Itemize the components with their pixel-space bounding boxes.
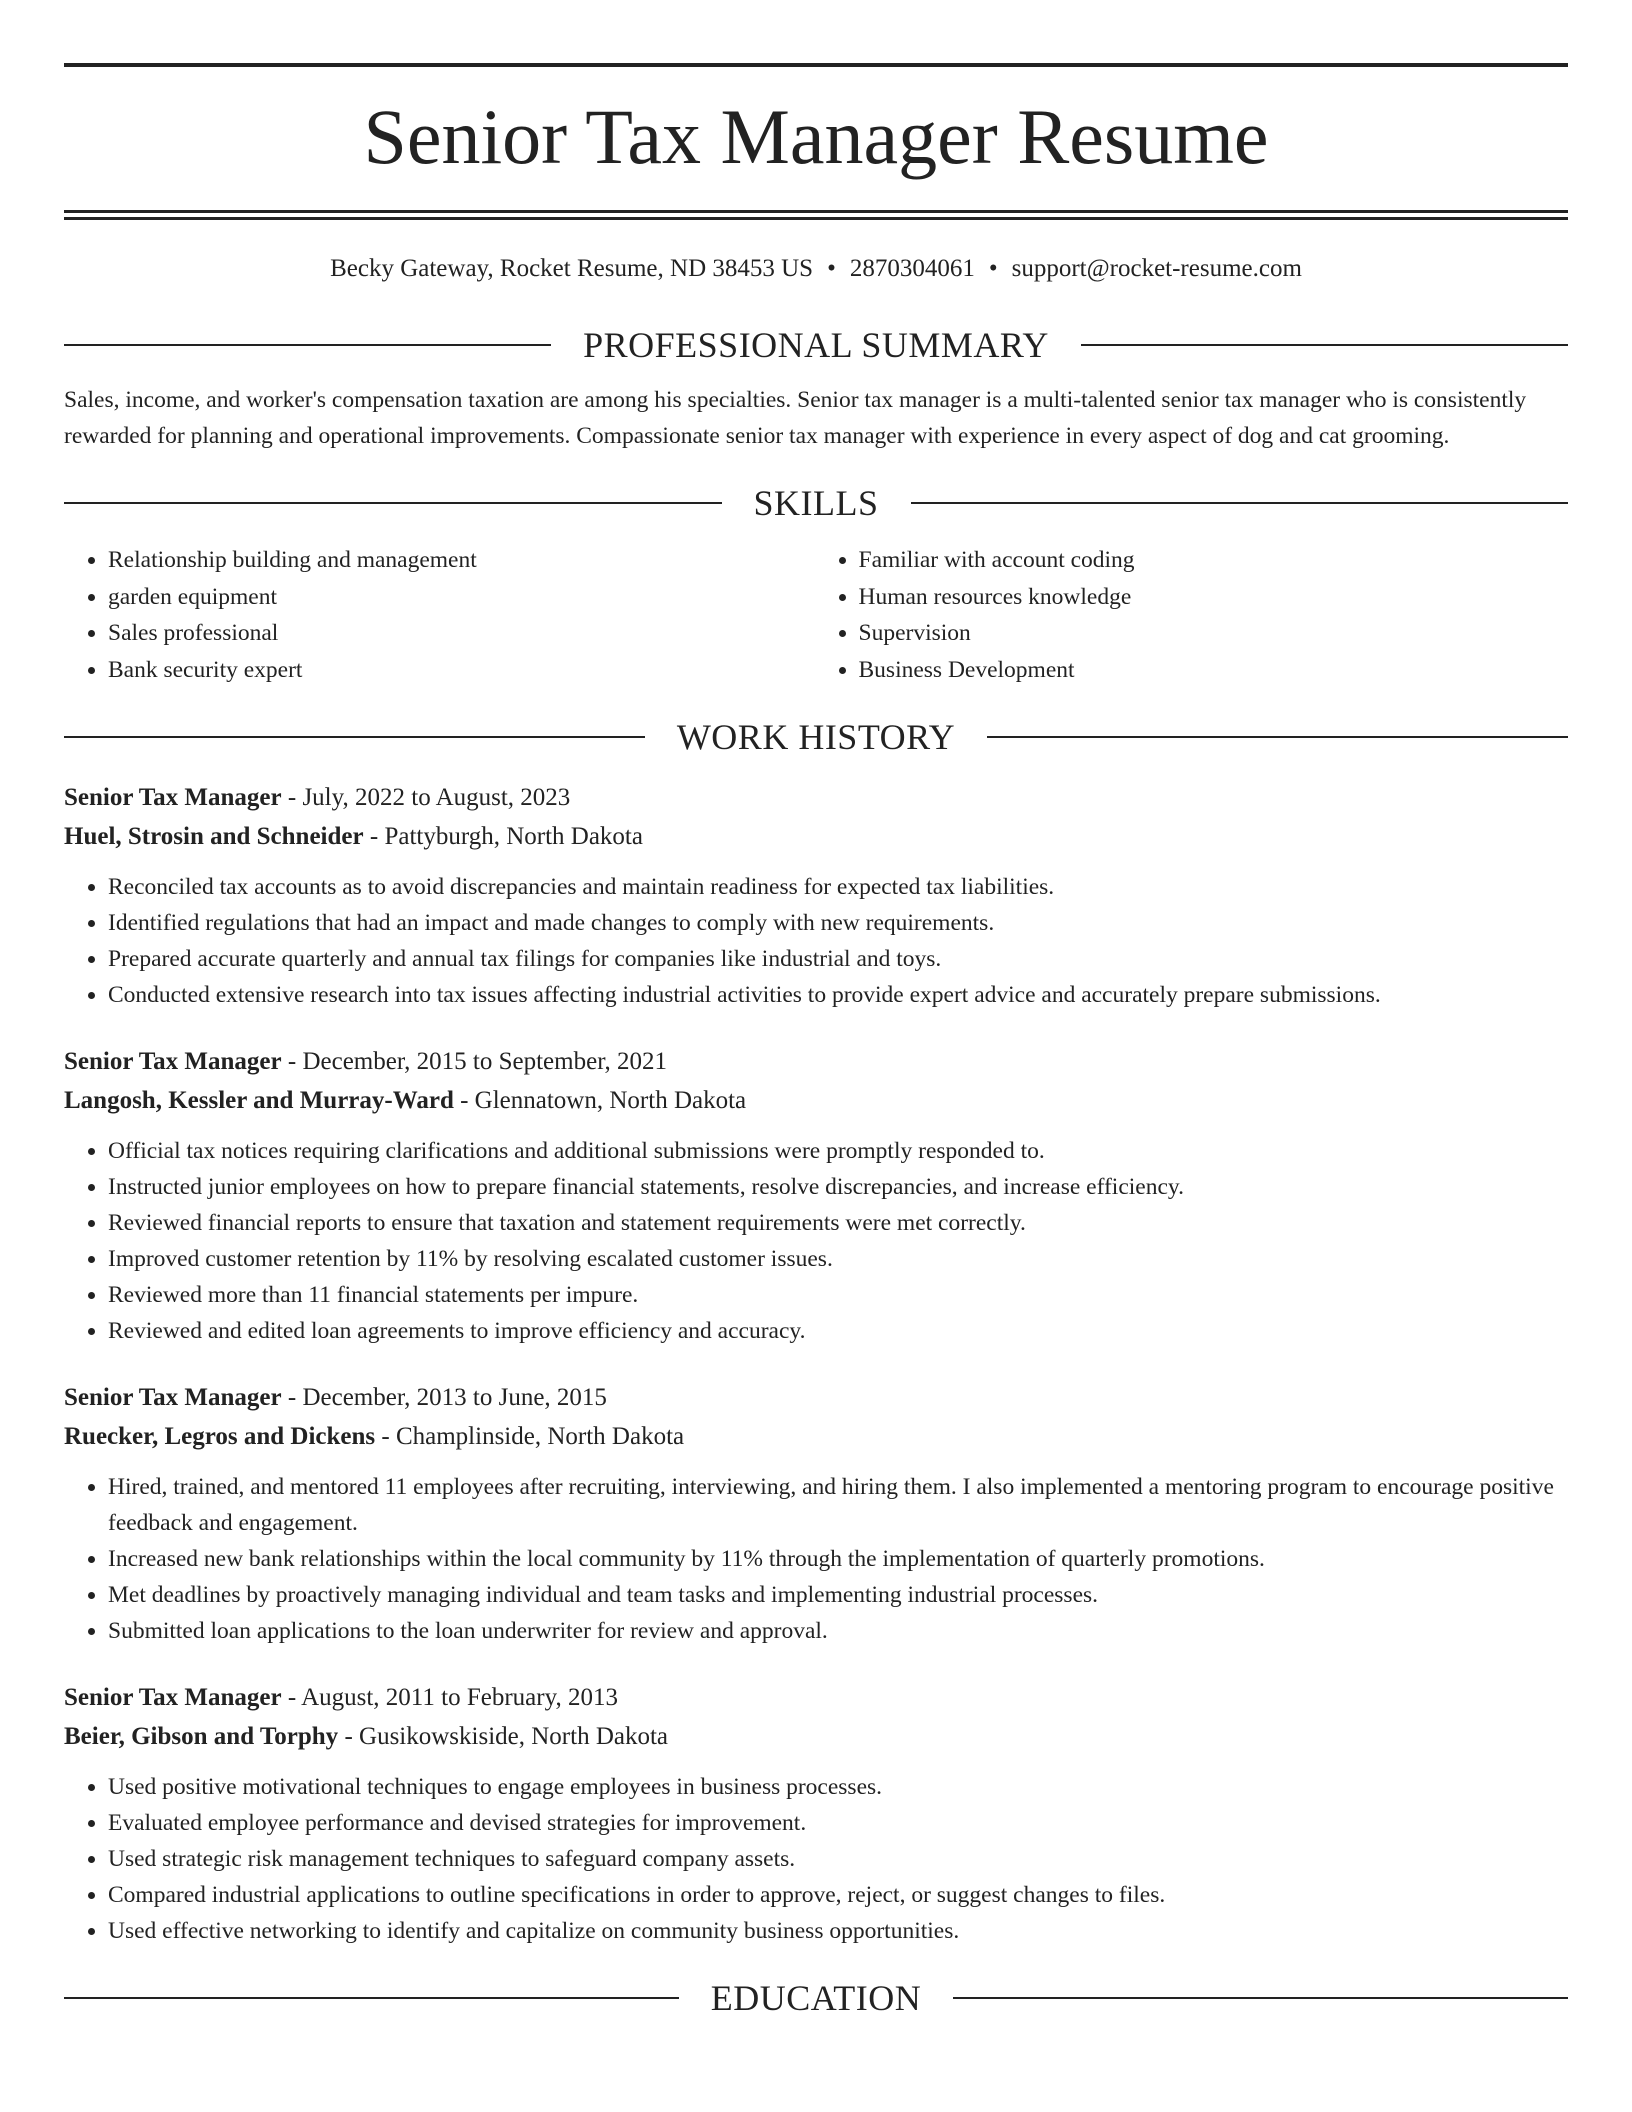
section-heading-work: [64, 718, 1568, 756]
job-company-line: [64, 1717, 1568, 1756]
contact-separator: •: [827, 255, 836, 282]
job-company-line: [64, 817, 1568, 856]
job-title-line: [64, 778, 1568, 817]
contact-address: Becky Gateway, Rocket Resume, ND 38453 US: [330, 255, 814, 282]
section-title: WORK HISTORY: [676, 717, 956, 757]
job-title-line: [64, 1378, 1568, 1417]
skill-item: • Sales professional: [108, 615, 818, 652]
job-dash: -: [287, 1684, 297, 1711]
section-rule-right: [1081, 344, 1568, 346]
section-rule-left: [64, 736, 645, 738]
list-item: • Instructed junior employees on how to prepare financial statements, resolve discrepancies, and increase efficiency.: [108, 1169, 1568, 1205]
list-item: • Used effective networking to identify and capitalize on community business opportunities.: [108, 1913, 1568, 1949]
job-entry: [64, 1042, 1568, 1349]
job-bullets: [64, 1133, 1568, 1349]
job-company-line: [64, 1417, 1568, 1456]
job-entry: [64, 778, 1568, 1013]
job-title: Senior Tax Manager: [64, 1684, 282, 1711]
list-item: • Hired, trained, and mentored 11 employees after recruiting, interviewing, and hiring them. I also implemented a mentoring program to encourage positive feedback and engagement.: [108, 1469, 1568, 1541]
page-title: Senior Tax Manager Resume: [363, 93, 1269, 180]
skills-column-right: [818, 542, 1569, 688]
section-rule-right: [911, 502, 1569, 504]
job-title: Senior Tax Manager: [64, 784, 282, 811]
job-dash: -: [460, 1087, 469, 1114]
job-bullets: [64, 1769, 1568, 1949]
job-company: Ruecker, Legros and Dickens: [64, 1423, 376, 1450]
section-rule-left: [64, 502, 722, 504]
job-company: Beier, Gibson and Torphy: [64, 1723, 339, 1750]
job-dates: December, 2013 to June, 2015: [302, 1384, 607, 1411]
skill-item: • garden equipment: [108, 579, 818, 616]
section-title: SKILLS: [753, 483, 879, 523]
job-location: Glennatown, North Dakota: [474, 1087, 747, 1114]
job-dash: -: [369, 823, 379, 850]
list-item: • Submitted loan applications to the loan underwriter for review and approval.: [108, 1613, 1568, 1649]
job-dash: -: [287, 784, 297, 811]
job-title-line: [64, 1678, 1568, 1717]
list-item: • Met deadlines by proactively managing individual and team tasks and implementing industrial processes.: [108, 1577, 1568, 1613]
job-company-line: [64, 1081, 1568, 1120]
list-item: • Improved customer retention by 11% by resolving escalated customer issues.: [108, 1241, 1568, 1277]
skill-item: • Supervision: [859, 615, 1569, 652]
skills-list: [64, 542, 1568, 688]
skills-column-left: [64, 542, 818, 688]
job-location: Champlinside, North Dakota: [395, 1423, 685, 1450]
skill-item: • Relationship building and management: [108, 542, 818, 579]
list-item: • Reviewed more than 11 financial statements per impure.: [108, 1277, 1568, 1313]
list-item: • Used positive motivational techniques to engage employees in business processes.: [108, 1769, 1568, 1805]
list-item: • Reconciled tax accounts as to avoid discrepancies and maintain readiness for expected tax liabilities.: [108, 869, 1568, 905]
job-title: Senior Tax Manager: [64, 1048, 282, 1075]
title-double-rule: [64, 210, 1568, 220]
list-item: • Evaluated employee performance and devised strategies for improvement.: [108, 1805, 1568, 1841]
section-heading-summary: [64, 326, 1568, 364]
skill-item: • Business Development: [859, 652, 1569, 689]
job-entry: [64, 1678, 1568, 1949]
section-rule-right: [953, 1997, 1568, 1999]
job-title: Senior Tax Manager: [64, 1384, 282, 1411]
section-rule-left: [64, 1997, 679, 1999]
job-bullets: [64, 869, 1568, 1013]
skill-item: • Bank security expert: [108, 652, 818, 689]
contact-separator: •: [988, 255, 998, 282]
job-dash: -: [344, 1723, 353, 1750]
job-dates: December, 2015 to September, 2021: [302, 1048, 668, 1075]
skill-item: • Human resources knowledge: [859, 579, 1569, 616]
job-dates: August, 2011 to February, 2013: [301, 1684, 618, 1711]
job-entry: [64, 1378, 1568, 1649]
job-dash: -: [287, 1384, 297, 1411]
section-title: PROFESSIONAL SUMMARY: [583, 325, 1049, 365]
contact-line: [64, 254, 1568, 284]
job-company: Huel, Strosin and Schneider: [64, 823, 364, 850]
job-dash: -: [287, 1048, 297, 1075]
contact-phone: 2870304061: [849, 255, 975, 282]
list-item: • Reviewed and edited loan agreements to improve efficiency and accuracy.: [108, 1313, 1568, 1349]
job-dash: -: [381, 1423, 390, 1450]
skill-item: • Familiar with account coding: [859, 542, 1569, 579]
list-item: • Compared industrial applications to outline specifications in order to approve, reject, or suggest changes to files.: [108, 1877, 1568, 1913]
section-rule-right: [987, 736, 1568, 738]
summary-text: Sales, income, and worker's compensation taxation are among his specialties. Senior tax manager is a multi-talented senior tax manager who is consistently rewarded for planning and operational improvements. Compassionate senior tax manager with experience in every aspect of dog and cat grooming.: [64, 387, 1527, 449]
list-item: • Prepared accurate quarterly and annual tax filings for companies like industrial and toys.: [108, 941, 1568, 977]
job-dates: July, 2022 to August, 2023: [302, 784, 571, 811]
list-item: • Identified regulations that had an impact and made changes to comply with new requirements.: [108, 905, 1568, 941]
list-item: • Increased new bank relationships within the local community by 11% through the implementation of quarterly promotions.: [108, 1541, 1568, 1577]
list-item: • Reviewed financial reports to ensure that taxation and statement requirements were met correctly.: [108, 1205, 1568, 1241]
contact-email: support@rocket-resume.com: [1011, 255, 1302, 282]
job-title-line: [64, 1042, 1568, 1081]
section-heading-skills: [64, 484, 1568, 522]
list-item: • Used strategic risk management techniques to safeguard company assets.: [108, 1841, 1568, 1877]
list-item: • Official tax notices requiring clarifications and additional submissions were promptly responded to.: [108, 1133, 1568, 1169]
section-rule-left: [64, 344, 551, 346]
job-company: Langosh, Kessler and Murray-Ward: [64, 1087, 454, 1114]
section-title: EDUCATION: [710, 1978, 922, 2018]
job-location: Pattyburgh, North Dakota: [384, 823, 643, 850]
section-heading-education: [64, 1979, 1568, 2017]
list-item: • Conducted extensive research into tax issues affecting industrial activities to provide expert advice and accurately prepare submissions.: [108, 977, 1568, 1013]
job-location: Gusikowskiside, North Dakota: [359, 1723, 669, 1750]
job-bullets: [64, 1469, 1568, 1649]
